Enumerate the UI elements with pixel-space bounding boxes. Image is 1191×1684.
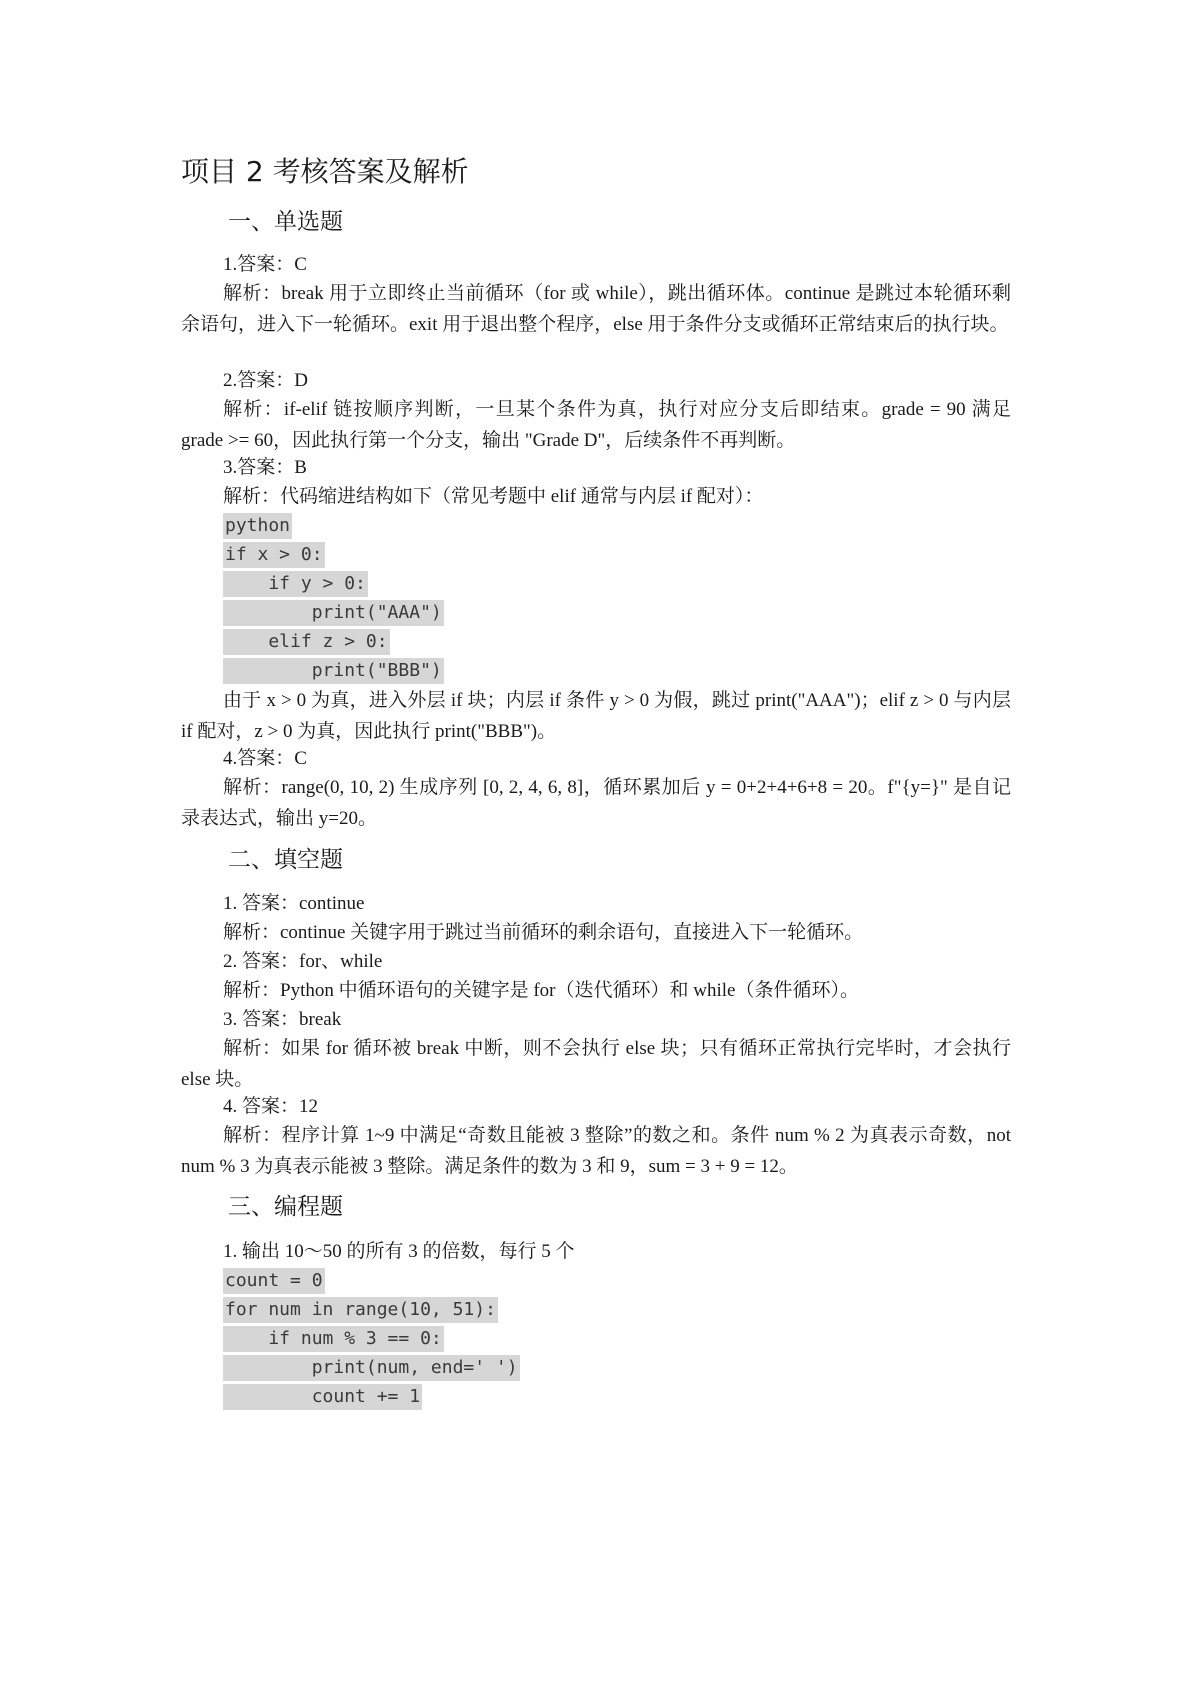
answer-line: 2.答案：D bbox=[223, 370, 308, 391]
code-line: python bbox=[223, 513, 292, 539]
code-line: print("BBB") bbox=[223, 658, 444, 684]
code-line: count = 0 bbox=[223, 1268, 325, 1294]
code-line: if num % 3 == 0: bbox=[223, 1326, 444, 1352]
analysis-paragraph: 解析：程序计算 1~9 中满足“奇数且能被 3 整除”的数之和。条件 num % 2 为真表示奇数，not num % 3 为真表示能被 3 整除。满足条件的数为 3 和 9，sum = 3 + 9 = 12。 bbox=[181, 1125, 1011, 1177]
code-line: if y > 0: bbox=[223, 571, 368, 597]
code-line: print(num, end=' ') bbox=[223, 1355, 520, 1381]
analysis-paragraph: 解析：如果 for 循环被 break 中断，则不会执行 else 块；只有循环正常执行完毕时，才会执行 else 块。 bbox=[181, 1038, 1011, 1090]
answer-line: 1.答案：C bbox=[223, 254, 307, 275]
answer-line: 3. 答案：break bbox=[223, 1009, 342, 1030]
section-heading-single-choice: 一、单选题 bbox=[228, 209, 343, 235]
answer-line: 1. 答案：continue bbox=[223, 893, 365, 914]
code-line: elif z > 0: bbox=[223, 629, 390, 655]
answer-line: 3.答案：B bbox=[223, 457, 307, 478]
analysis-paragraph: 解析：break 用于立即终止当前循环（for 或 while），跳出循环体。continue 是跳过本轮循环剩余语句，进入下一轮循环。exit 用于退出整个程序，else 用于条件分支或循环正常结束后的执行块。 bbox=[181, 283, 1011, 335]
explanation-paragraph: 由于 x > 0 为真，进入外层 if 块；内层 if 条件 y > 0 为假，跳过 print("AAA")；elif z > 0 与内层 if 配对，z > 0 为真，因此执行 print("BBB")。 bbox=[181, 690, 1011, 742]
answer-line: 4.答案：C bbox=[223, 748, 307, 769]
code-line: for num in range(10, 51): bbox=[223, 1297, 498, 1323]
section-heading-fill-in: 二、填空题 bbox=[228, 847, 343, 873]
analysis-paragraph: 解析：continue 关键字用于跳过当前循环的剩余语句，直接进入下一轮循环。 bbox=[223, 922, 864, 943]
answer-line: 4. 答案：12 bbox=[223, 1096, 319, 1117]
code-line: if x > 0: bbox=[223, 542, 325, 568]
answer-line: 2. 答案：for、while bbox=[223, 951, 383, 972]
code-line: count += 1 bbox=[223, 1384, 422, 1410]
analysis-paragraph: 解析：代码缩进结构如下（常见考题中 elif 通常与内层 if 配对）： bbox=[223, 486, 764, 507]
analysis-paragraph: 解析：range(0, 10, 2) 生成序列 [0, 2, 4, 6, 8]，循环累加后 y = 0+2+4+6+8 = 20。f"{y=}" 是自记录表达式，输出 y=20。 bbox=[181, 777, 1011, 829]
code-line: print("AAA") bbox=[223, 600, 444, 626]
answer-line: 1. 输出 10～50 的所有 3 的倍数，每行 5 个 bbox=[223, 1241, 575, 1262]
analysis-paragraph: 解析：Python 中循环语句的关键字是 for（迭代循环）和 while（条件循环）。 bbox=[223, 980, 859, 1001]
section-heading-programming: 三、编程题 bbox=[228, 1194, 343, 1220]
analysis-paragraph: 解析：if-elif 链按顺序判断，一旦某个条件为真，执行对应分支后即结束。grade = 90 满足 grade >= 60，因此执行第一个分支，输出 "Grade D"，后续条件不再判断。 bbox=[181, 399, 1011, 451]
document-title: 项目 2 考核答案及解析 bbox=[181, 155, 469, 188]
